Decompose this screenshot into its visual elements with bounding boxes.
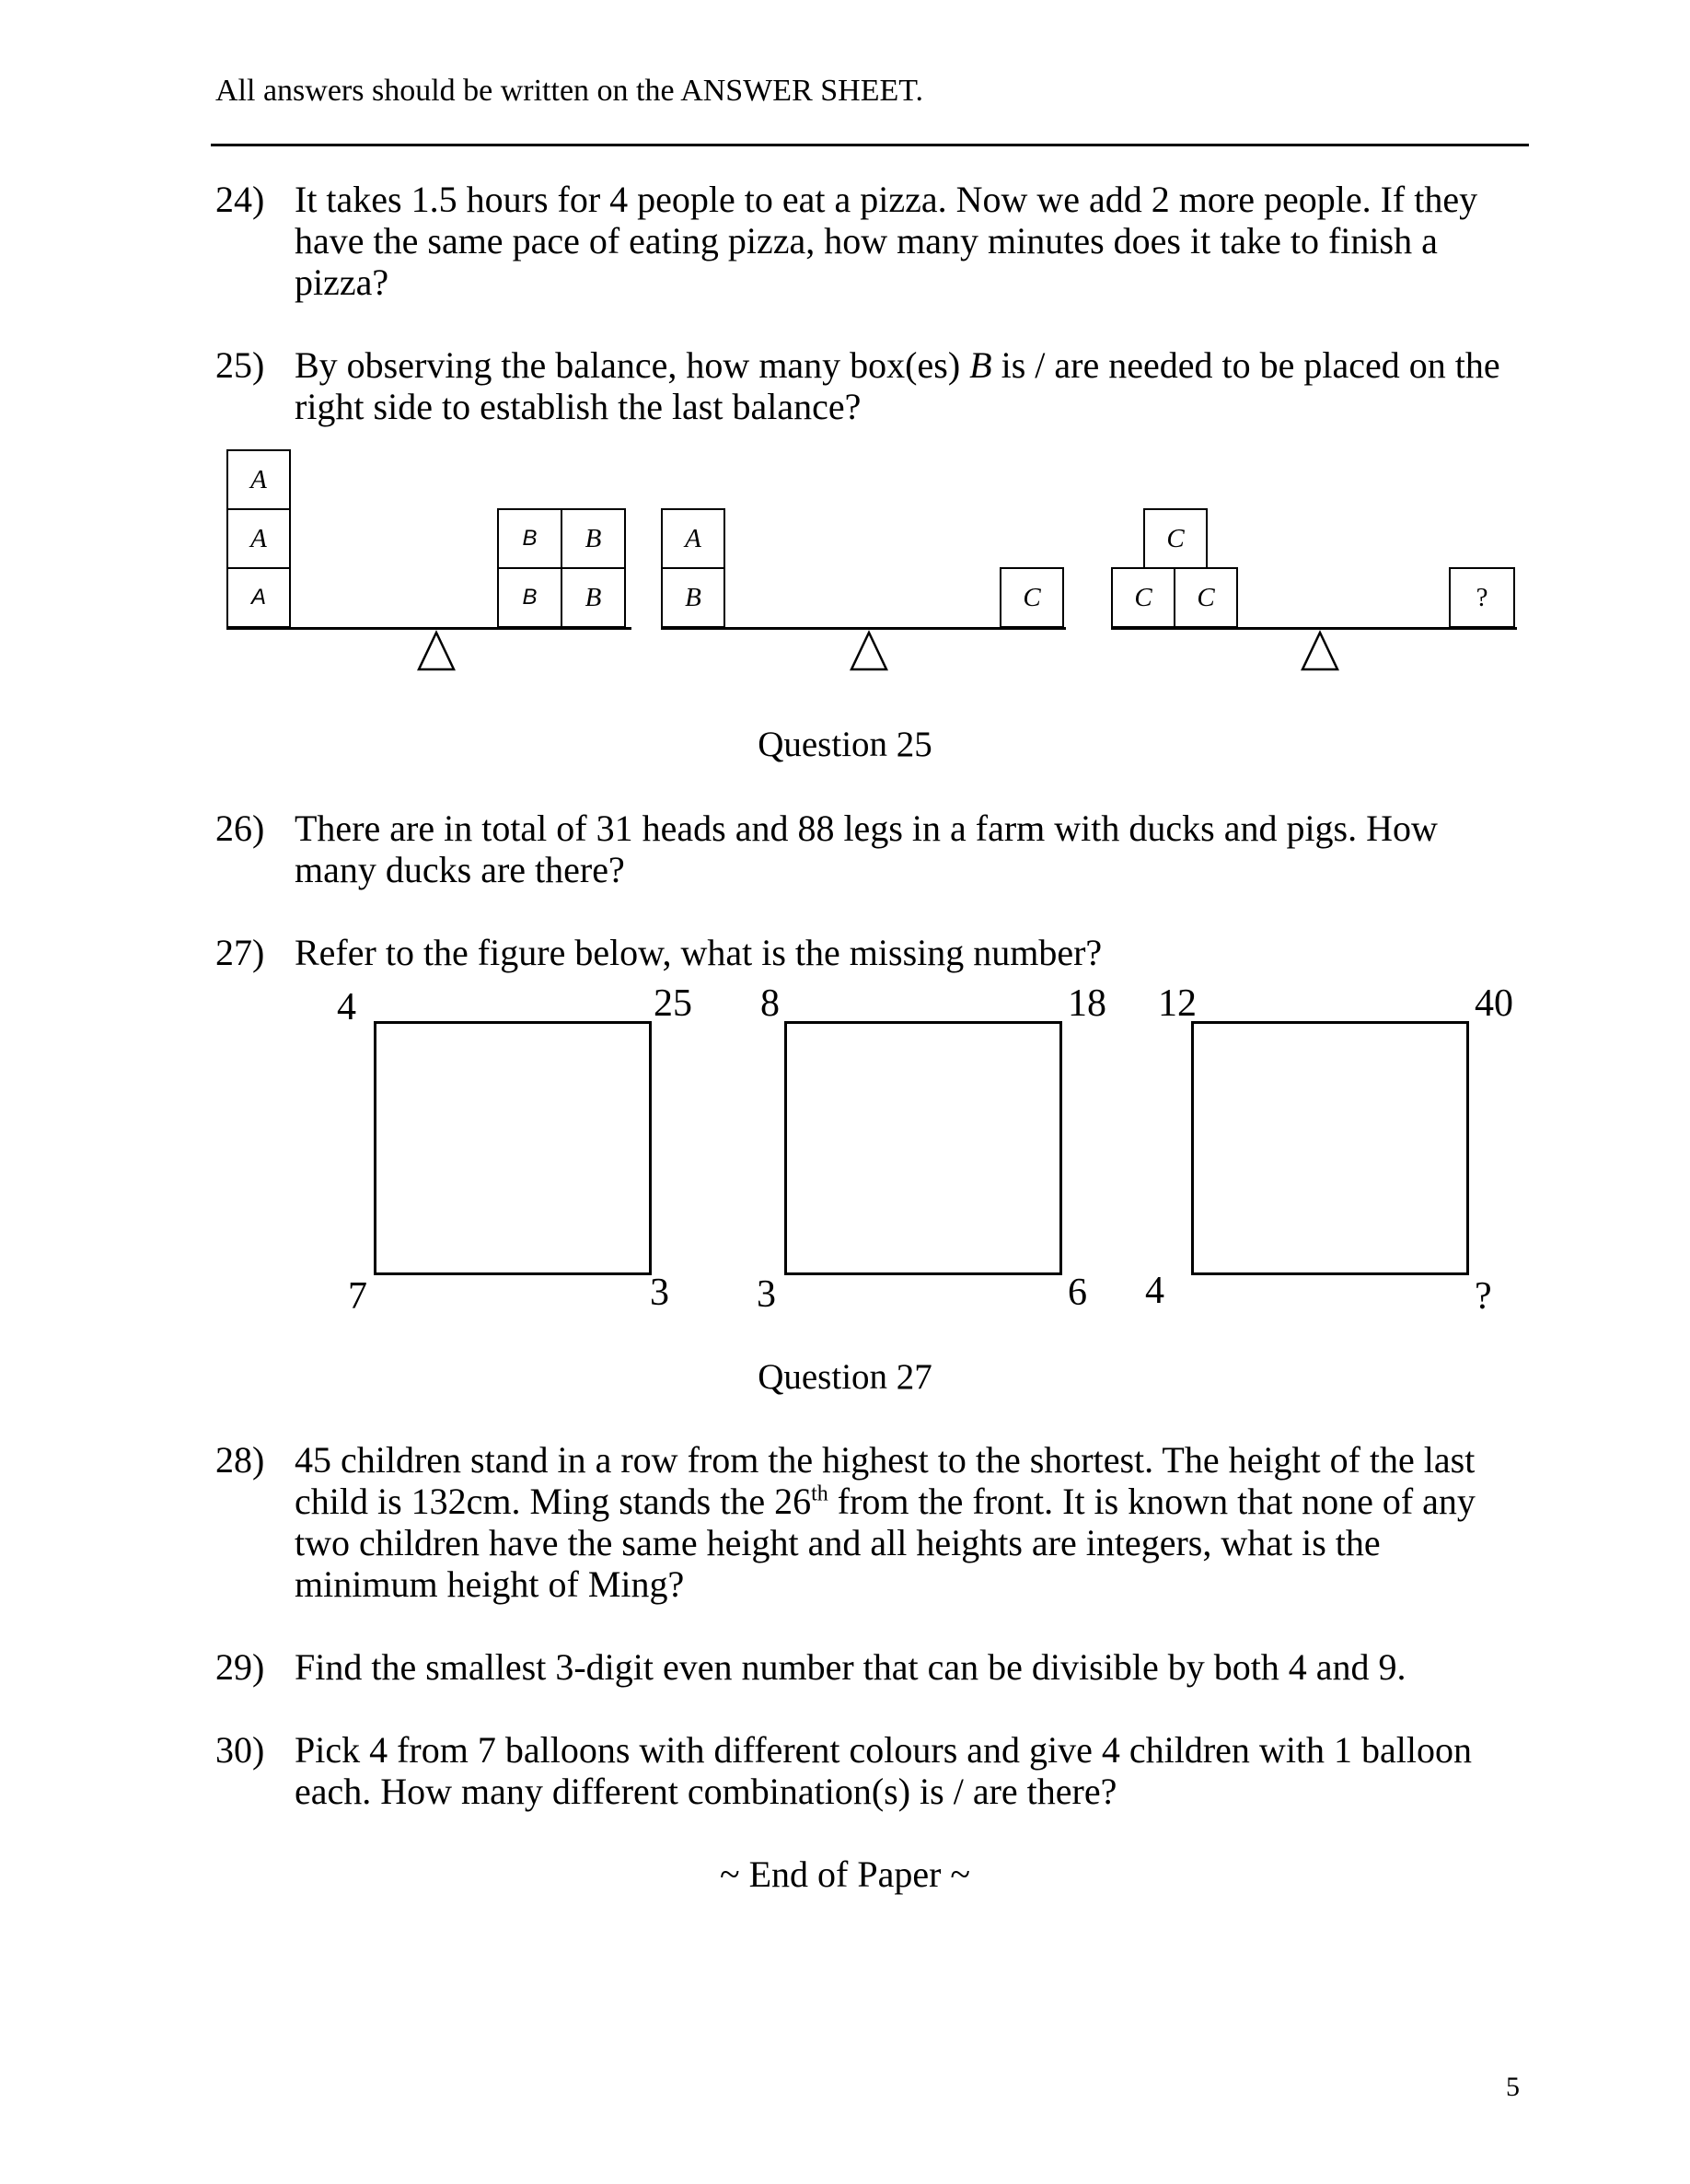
box-b: B <box>497 567 562 628</box>
corner-number: 4 <box>337 986 356 1028</box>
box-b: B <box>561 567 626 628</box>
question-29 <box>215 1646 1522 1688</box>
box-c: C <box>1111 567 1175 628</box>
question-text-part: is / are needed to be placed on the right side to establish the last balance? <box>295 344 1500 427</box>
question-number: 26) <box>215 807 265 849</box>
answer-sheet-instruction: All answers should be written on the ANSWER SHEET. <box>215 74 924 108</box>
question-number: 28) <box>215 1439 265 1481</box>
figure-caption-27: Question 27 <box>758 1357 932 1397</box>
question-text: Pick 4 from 7 balloons with different colours and give 4 children with 1 balloon each. How many different combination(s) is / are there? <box>295 1729 1473 1812</box>
box-a: A <box>661 508 725 569</box>
question-number: 29) <box>215 1646 265 1688</box>
question-24 <box>215 179 1522 303</box>
corner-number: 4 <box>1145 1270 1164 1312</box>
corner-number: 3 <box>650 1272 669 1314</box>
corner-number: 25 <box>654 982 692 1025</box>
question-number: 30) <box>215 1729 265 1771</box>
corner-number: 7 <box>348 1275 367 1318</box>
end-of-paper: ~ End of Paper ~ <box>719 1853 971 1895</box>
fulcrum-icon <box>849 630 889 672</box>
box-a: A <box>226 567 291 628</box>
corner-number: 3 <box>757 1273 776 1316</box>
box-b: B <box>661 567 725 628</box>
ordinal-suffix: th <box>811 1481 828 1506</box>
question-30 <box>215 1729 1522 1812</box>
box-b: B <box>497 508 562 569</box>
question-text: There are in total of 31 heads and 88 legs in a farm with ducks and pigs. How many ducks are there? <box>295 807 1438 890</box>
question-number: 24) <box>215 179 265 220</box>
question-25 <box>215 344 1522 427</box>
question-text: It takes 1.5 hours for 4 people to eat a pizza. Now we add 2 more people. If they have the same pace of eating pizza, how many minutes does it take to finish a pizza? <box>295 179 1478 303</box>
question-28 <box>215 1439 1522 1605</box>
variable-b: B <box>969 344 992 386</box>
figure-caption-25: Question 25 <box>758 725 932 764</box>
box-a: A <box>226 508 291 569</box>
unknown-box: ? <box>1449 567 1515 628</box>
question-text: Find the smallest 3-digit even number that can be divisible by both 4 and 9. <box>295 1646 1406 1688</box>
box-c: C <box>1000 567 1064 628</box>
header-divider <box>211 144 1529 146</box>
question-27 <box>215 932 1522 973</box>
box-b: B <box>561 508 626 569</box>
page-number: 5 <box>1506 2072 1520 2102</box>
unknown-number: ? <box>1475 1275 1492 1318</box>
corner-number: 40 <box>1475 982 1513 1025</box>
question-number: 27) <box>215 932 265 973</box>
question-text <box>295 1439 1522 1605</box>
question-26 <box>215 807 1522 890</box>
box-c: C <box>1174 567 1238 628</box>
corner-number: 6 <box>1068 1272 1087 1314</box>
question-text <box>295 344 1522 427</box>
box-c: C <box>1143 508 1208 569</box>
square <box>1191 1021 1469 1275</box>
question-text-part: By observing the balance, how many box(es) <box>295 344 970 386</box>
square <box>374 1021 652 1275</box>
fulcrum-icon <box>1300 630 1340 672</box>
fulcrum-icon <box>416 630 457 672</box>
question-text-part: 45 children stand in a row from the highest to the shortest. The height of the last child is 132cm. Ming stands the 26 <box>295 1439 1476 1522</box>
corner-number: 18 <box>1068 982 1106 1025</box>
question-number: 25) <box>215 344 265 386</box>
question-text-part: from the front. It is known that none of any two children have the same height and all heights are integers, what is the minimum height of Ming? <box>295 1481 1476 1605</box>
square <box>784 1021 1062 1275</box>
question-text: Refer to the figure below, what is the missing number? <box>295 932 1103 973</box>
corner-number: 8 <box>760 982 780 1025</box>
box-a: A <box>226 449 291 510</box>
corner-number: 12 <box>1158 982 1197 1025</box>
